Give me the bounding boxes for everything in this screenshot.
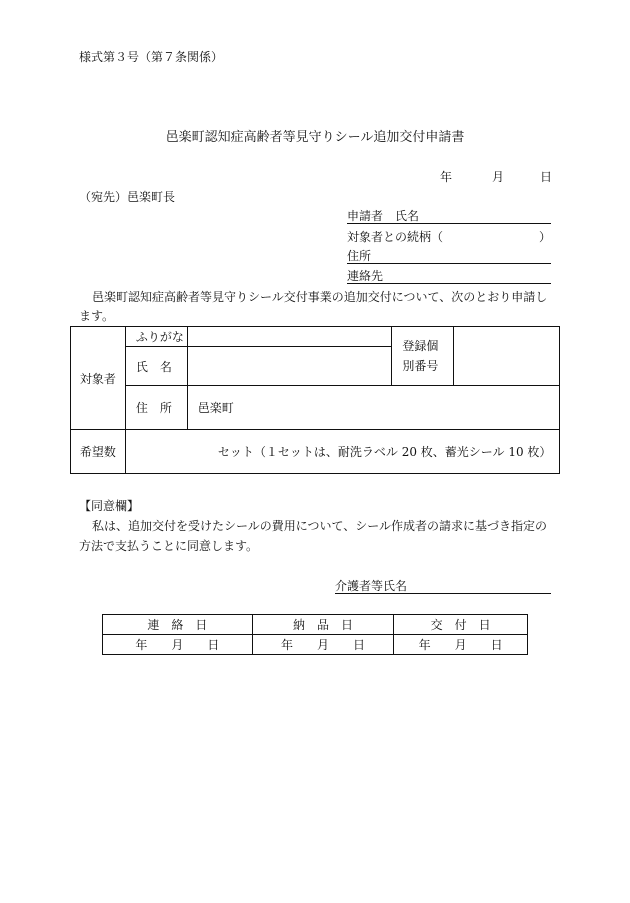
name-label: 氏 名 (125, 347, 187, 386)
applicant-contact-label: 連絡先 (347, 269, 384, 283)
furigana-input[interactable] (187, 327, 392, 347)
desired-label: 希望数 (71, 430, 126, 474)
subject-name-input[interactable] (187, 347, 392, 386)
desired-quantity-input[interactable]: セット（１セットは、耐洗ラベル 20 枚、蓄光シール 10 枚） (125, 430, 559, 474)
date-month-label: 月 (492, 170, 505, 184)
relation-label: 対象者との続柄（ ） (347, 230, 552, 244)
date-year-label: 年 (440, 170, 453, 184)
document-title: 邑楽町認知症高齢者等見守りシール追加交付申請書 (165, 130, 465, 145)
schedule-table (102, 614, 528, 655)
consent-text-line2: 方法で支払うことに同意します。 (79, 539, 259, 553)
request-text-line2: ます。 (79, 309, 115, 323)
registration-number-label (392, 327, 454, 386)
addressee: （宛先）邑楽町長 (79, 190, 176, 204)
subject-table (70, 326, 560, 474)
applicant-contact-field[interactable] (347, 269, 551, 284)
applicant-address-field[interactable] (347, 249, 551, 264)
subject-address-input[interactable]: 邑楽町 (187, 386, 559, 430)
date-day-label: 日 (540, 170, 553, 184)
reg-label-line1: 登録個 (402, 339, 439, 353)
furigana-label: ふりがな (125, 327, 187, 347)
consent-text-line1: 私は、追加交付を受けたシールの費用について、シール作成者の請求に基づき指定の (92, 519, 548, 533)
delivery-date-field[interactable]: 年 月 日 (252, 635, 394, 655)
applicant-address-label: 住所 (347, 249, 372, 263)
applicant-name-field[interactable] (347, 209, 551, 224)
registration-number-input[interactable] (454, 327, 560, 386)
address-label: 住 所 (125, 386, 187, 430)
issue-date-field[interactable]: 年 月 日 (394, 635, 528, 655)
delivery-date-header: 納 品 日 (252, 615, 394, 635)
request-text-line1: 邑楽町認知症高齢者等見守りシール交付事業の追加交付について、次のとおり申請し (92, 290, 548, 304)
consent-heading: 【同意欄】 (79, 499, 140, 513)
contact-date-header: 連 絡 日 (103, 615, 253, 635)
caregiver-signature-field[interactable] (335, 579, 551, 594)
applicant-name-label: 申請者 氏名 (347, 209, 420, 223)
subject-label: 対象者 (71, 327, 126, 430)
reg-label-line2: 別番号 (402, 359, 439, 373)
form-number: 様式第３号（第７条関係） (79, 50, 224, 64)
issue-date-header: 交 付 日 (394, 615, 528, 635)
caregiver-signature-label: 介護者等氏名 (335, 579, 408, 593)
contact-date-field[interactable]: 年 月 日 (103, 635, 253, 655)
